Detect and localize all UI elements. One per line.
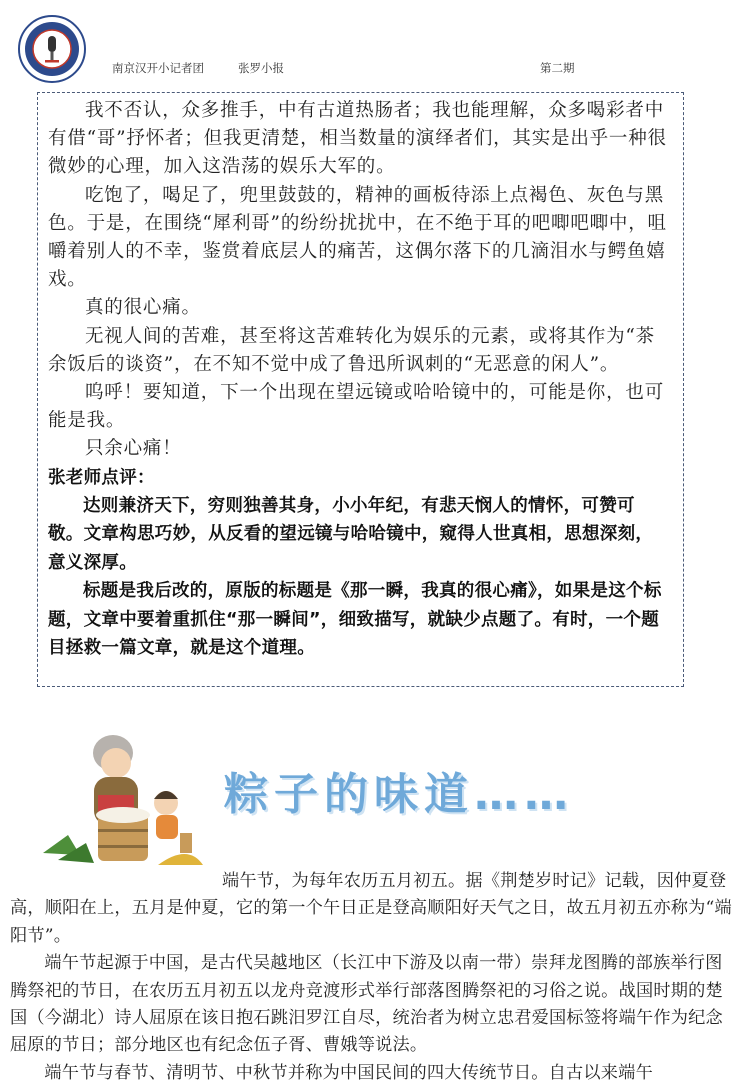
essay-paragraph: 我不否认，众多推手，中有古道热肠者；我也能理解，众多喝彩者中有借“哥”抒怀者；但我更清楚，相当数量的演绎者们，其实是出乎一种很微妙的心理，加入这浩荡的娱乐大军的。 <box>48 100 667 178</box>
essay-paragraph: 呜呼！要知道，下一个出现在望远镜或哈哈镜中的，可能是你，也可能是我。 <box>48 382 665 432</box>
essay-paragraph: 无视人间的苦难，甚至将这苦难转化为娱乐的元素，或将其作为“茶余饭后的谈资”，在不知不觉中成了鲁迅所讽刺的“无恶意的闲人”。 <box>48 325 655 375</box>
grandma-and-child-illustration <box>38 725 213 875</box>
page-header <box>0 0 750 88</box>
essay-frame <box>37 92 684 687</box>
section-title: 粽子的味道…… <box>224 769 574 820</box>
comment-paragraph: 标题是我后改的，原版的标题是《那一瞬，我真的很心痛》，如果是这个标题，文章中要着重抓住“那一瞬间”，细致描写，就缺少点题了。有时，一个题目拯救一篇文章，就是这个道理。 <box>48 581 662 659</box>
header-school-name: 南京汉开小记者团 <box>112 61 204 75</box>
article-body <box>10 868 738 1087</box>
comment-heading: 张老师点评： <box>48 467 155 488</box>
article-paragraph: 端午节，为每年农历五月初五。据《荆楚岁时记》记载，因仲夏登高，顺阳在上，五月是仲夏，它的第一个午日正是登高顺阳好天气之日，故五月初五亦称为“端阳节”。 <box>10 871 732 946</box>
club-logo-icon <box>17 14 87 84</box>
essay-content <box>48 97 668 662</box>
essay-paragraph: 真的很心痛。 <box>85 297 201 319</box>
essay-paragraph: 吃饱了，喝足了，兜里鼓鼓的，精神的画板待添上点褐色、灰色与黑色。于是，在围绕“犀利哥”的纷纷扰扰中，在不绝于耳的吧唧吧唧中，咀嚼着别人的不幸，鉴赏着底层人的痛苦，这偶尔落下的几滴泪水与鳄鱼嬉戏。 <box>48 184 667 291</box>
comment-paragraph: 达则兼济天下，穷则独善其身，小小年纪，有悲天悯人的情怀，可赞可敬。文章构思巧妙，从反看的望远镜与哈哈镜中，窥得人世真相，思想深刻，意义深厚。 <box>48 496 654 573</box>
header-paper-name: 张罗小报 <box>238 61 284 75</box>
article-paragraph: 端午节起源于中国，是古代吴越地区（长江中下游及以南一带）崇拜龙图腾的部族举行图腾祭祀的节日，在农历五月初五以龙舟竞渡形式举行部落图腾祭祀的习俗之说。战国时期的楚国（今湖北）诗人屈原在该日抱石跳汨罗江自尽，统治者为树立忠君爱国标签将端午作为纪念屈原的节日；部分地区也有纪念伍子胥、曹娥等说法。 <box>10 953 723 1056</box>
article-paragraph: 端午节与春节、清明节、中秋节并称为中国民间的四大传统节日。自古以来端午 <box>44 1062 653 1083</box>
essay-paragraph: 只余心痛！ <box>85 438 182 460</box>
header-issue-number: 第二期 <box>540 61 575 75</box>
